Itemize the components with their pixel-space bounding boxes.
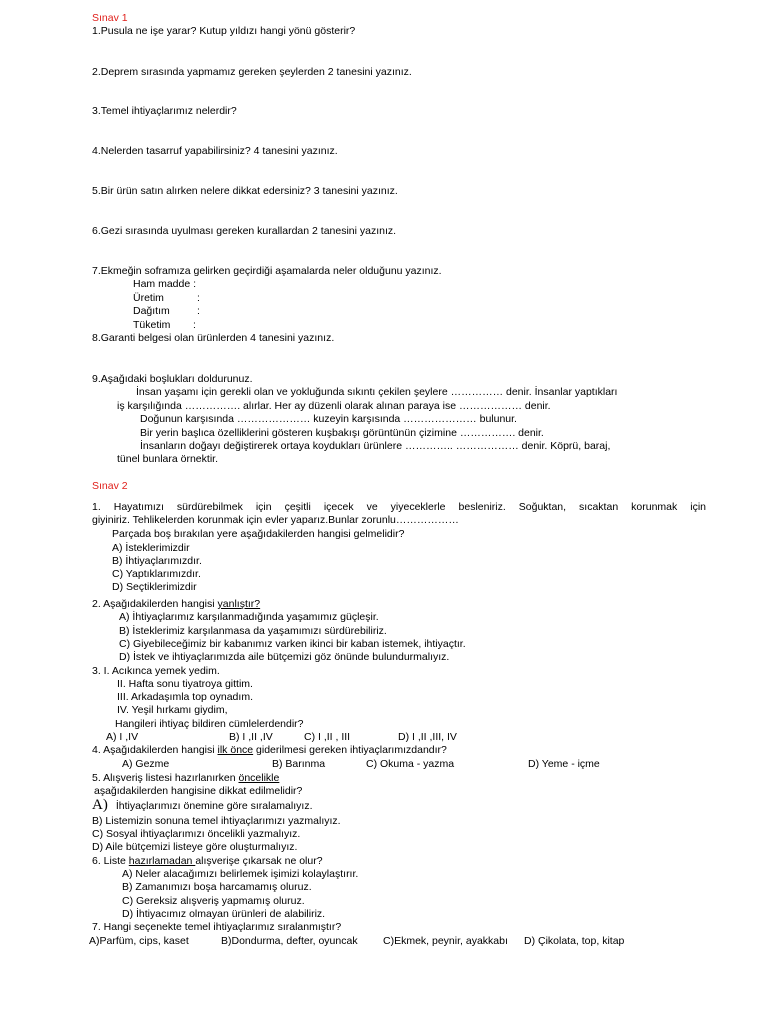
exam2-q1-option: C) Yaptıklarımızdır. [112, 568, 201, 580]
exam2-q2-option: D) İstek ve ihtiyaçlarımızda aile bütçemizi göz önünde bulundurmalıyız. [119, 651, 450, 663]
exam2-q7-option: D) Çikolata, top, kitap [524, 935, 625, 947]
exam1-q7-colon: : [197, 292, 200, 304]
exam2-question-7: 7. Hangi seçenekte temel ihtiyaçlarımız sıralanmıştır? [92, 921, 342, 933]
exam1-q9-line: Doğunun karşısında ………………… kuzeyin karşısında ………………… bulunur. [140, 413, 517, 425]
exam1-q7-item: Dağıtım [133, 305, 170, 317]
exam1-question-2: 2.Deprem sırasında yapmamız gereken şeylerden 2 tanesini yazınız. [92, 66, 412, 78]
exam2-q6-text-end: alışverişe çıkarsak ne olur? [195, 855, 323, 867]
exam1-question-6: 6.Gezi sırasında uyulması gereken kurallardan 2 tanesini yazınız. [92, 225, 397, 237]
exam1-q7-item: Üretim [133, 292, 164, 304]
exam2-q2-text: 2. Aşağıdakilerden hangisi [92, 598, 218, 610]
exam2-q6-option: D) İhtiyacımız olmayan ürünleri de alabiliriz. [122, 908, 326, 920]
exam1-q7-colon: : [193, 319, 196, 331]
exam2-q3-line: Hangileri ihtiyaç bildiren cümlelerdendir? [115, 718, 304, 730]
exam1-question-3: 3.Temel ihtiyaçlarımız nelerdir? [92, 105, 237, 117]
exam2-q1-line: Parçada boş bırakılan yere aşağıdakilerden hangisi gelmelidir? [112, 528, 405, 540]
exam2-q3-option: C) I ,II , III [304, 731, 351, 743]
exam2-q5-option: C) Sosyal ihtiyaçlarımızı öncelikli yazmalıyız. [92, 828, 301, 840]
exam2-q6-option: A) Neler alacağımızı belirlemek işimizi kolaylaştırır. [122, 868, 359, 880]
exam2-q7-option: A)Parfüm, cips, kaset [89, 935, 189, 947]
exam1-q9-line: İnsanların doğayı değiştirerek ortaya koydukları ürünlere ………….. ……………… denir. Köprü, baraj, [140, 440, 611, 452]
exam1-question-5: 5.Bir ürün satın alırken nelere dikkat edersiniz? 3 tanesini yazınız. [92, 185, 398, 197]
exam2-q5-option: D) Aile bütçemizi listeye göre oluşturmalıyız. [92, 841, 298, 853]
exam2-q5-underlined: öncelikle [238, 772, 280, 784]
exam1-question-7: 7.Ekmeğin soframıza gelirken geçirdiği aşamalarda neler olduğunu yazınız. [92, 265, 442, 277]
exam1-question-9: 9.Aşağıdaki boşlukları doldurunuz. [92, 373, 253, 385]
exam2-q6-option: C) Gereksiz alışveriş yapmamış oluruz. [122, 895, 305, 907]
exam1-q7-colon: : [197, 305, 200, 317]
exam2-q2-underlined: yanlıştır? [217, 598, 261, 610]
exam2-title: Sınav 2 [92, 480, 128, 492]
exam1-q9-line: İnsan yaşamı için gerekli olan ve yokluğunda sıkıntı çekilen şeylere …………… denir. İnsanlar yaptıkları [136, 386, 618, 398]
exam2-q3-line: III. Arkadaşımla top oynadım. [117, 691, 253, 703]
exam1-question-8: 8.Garanti belgesi olan ürünlerden 4 tanesini yazınız. [92, 332, 335, 344]
exam1-q9-line: Bir yerin başlıca özelliklerini gösteren kuşbakışı görüntünün çizimine ……………. denir. [140, 427, 544, 439]
exam2-q1-option: A) İsteklerimizdir [112, 542, 190, 554]
exam2-q1-line: 1. Hayatımızı sürdürebilmek için çeşitli içecek ve yiyeceklerle besleniriz. Soğuktan, sıcaktan korunmak için [92, 501, 706, 513]
exam2-q3-option: D) I ,II ,III, IV [398, 731, 457, 743]
exam2-q2-option: A) İhtiyaçlarımız karşılanmadığında yaşamımız güçleşir. [119, 611, 379, 623]
exam1-question-1: 1.Pusula ne işe yarar? Kutup yıldızı hangi yönü gösterir? [92, 25, 356, 37]
exam2-q4-option: D) Yeme - içme [528, 758, 600, 770]
exam2-q4-text: 4. Aşağıdakilerden hangisi [92, 744, 218, 756]
exam2-q5-option: B) Listemizin sonuna temel ihtiyaçlarımızı yazmalıyız. [92, 815, 341, 827]
exam2-q7-option: B)Dondurma, defter, oyuncak [221, 935, 358, 947]
exam1-title: Sınav 1 [92, 12, 128, 24]
exam2-q4-text-end: giderilmesi gereken ihtiyaçlarımızdandır? [253, 744, 447, 756]
exam2-q4-option: A) Gezme [122, 758, 170, 770]
exam2-question-4 [92, 744, 447, 757]
exam2-q3-option: A) I ,IV [106, 731, 139, 743]
exam2-q3-line: IV. Yeşil hırkamı giydim, [117, 704, 228, 716]
exam2-q6-text: 6. Liste [92, 855, 129, 867]
exam2-q5-text: 5. Alışveriş listesi hazırlanırken [92, 772, 239, 784]
exam2-q4-underlined: ilk önce [217, 744, 254, 756]
exam2-q5-line: aşağıdakilerden hangisine dikkat edilmelidir? [94, 785, 303, 797]
exam2-q1-option: D) Seçtiklerimizdir [112, 581, 197, 593]
exam2-q1-option: B) İhtiyaçlarımızdır. [112, 555, 202, 567]
exam2-q2-option: B) İsteklerimiz karşılanmasa da yaşamımızı sürdürebiliriz. [119, 625, 387, 637]
exam1-q7-item: Tüketim [133, 319, 171, 331]
exam1-question-4: 4.Nelerden tasarruf yapabilirsiniz? 4 tanesini yazınız. [92, 145, 338, 157]
exam2-q4-option: B) Barınma [272, 758, 326, 770]
exam2-question-5 [92, 772, 279, 785]
exam2-q3-line: 3. I. Acıkınca yemek yedim. [92, 665, 220, 677]
exam2-q3-line: II. Hafta sonu tiyatroya gittim. [117, 678, 253, 690]
exam1-q9-line: tünel bunlara örnektir. [117, 453, 218, 465]
exam1-q9-line: iş karşılığında ……………. alırlar. Her ay düzenli olarak alınan paraya ise ……………… denir. [117, 400, 551, 412]
exam2-q4-option: C) Okuma - yazma [366, 758, 455, 770]
exam2-q6-option: B) Zamanımızı boşa harcamamış oluruz. [122, 881, 312, 893]
exam2-q5-option-letter: A) [92, 797, 108, 813]
exam2-q5-option [92, 799, 312, 813]
exam1-q7-item: Ham madde : [133, 278, 197, 290]
exam2-question-6 [92, 855, 323, 868]
exam2-q5-option-text: İhtiyaçlarımızı önemine göre sıralamalıyız. [115, 800, 313, 812]
exam2-q1-line: giyiniriz. Tehlikelerden korunmak için evler yaparız.Bunlar zorunlu……………… [92, 514, 459, 526]
exam2-q3-option: B) I ,II ,IV [229, 731, 273, 743]
exam2-q6-underlined: hazırlamadan [128, 855, 196, 867]
exam2-q7-option: C)Ekmek, peynir, ayakkabı [383, 935, 508, 947]
exam2-q2-option: C) Giyebileceğimiz bir kabanımız varken ikinci bir kaban istemek, ihtiyaçtır. [119, 638, 466, 650]
exam2-question-2 [92, 598, 260, 611]
